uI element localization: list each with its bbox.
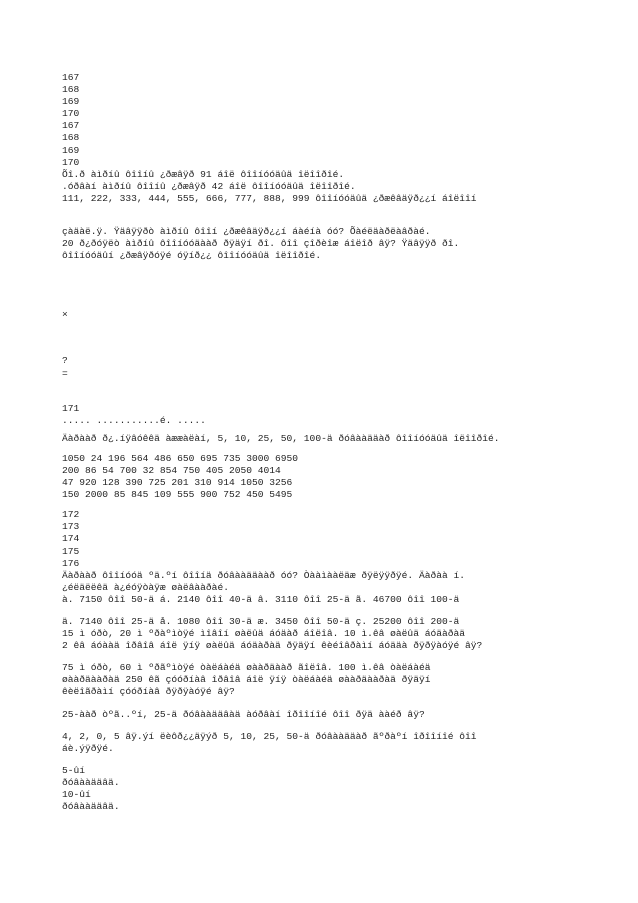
text-line: 167 [62,120,80,132]
text-line: 15 ì óðò, 20 ì ºðàºìòÿé ìîâîí øàëûä áóäàð áîëîâ. 10 ì.êâ øàëûä áóäàðàä [62,628,466,640]
text-line: 111, 222, 333, 444, 555, 666, 777, 888, 999 ôîîíóóäûä ¿ðæêâäÿð¿¿í áîëîîí [62,192,477,204]
text-line: .óðâàí àìðíû ôîîíû ¿ðæâÿð 42 áîë ôîîíóóäûä îëîîðîé. [62,180,356,192]
table-row: 47 920 128 390 725 201 310 914 1050 3256 [62,477,293,489]
text-line: 25-ààð òºã..ºí, 25-ä ðóâààääâàä àóðâàí îðîîíîé ôîî ðÿä ààéð âÿ? [62,708,425,720]
text-line: 172 [62,509,80,521]
text-line: 170 [62,156,80,168]
text-line: 169 [62,96,80,108]
text-line: ðóâààääâä. [62,801,120,813]
block-exercises-172-176 [62,509,622,606]
table-row: 200 86 54 700 32 854 750 405 2050 4014 [62,464,281,476]
text-line: 10-ûí [62,789,91,801]
block-paragraph [62,731,622,755]
text-line: à. 7150 ôîî 50-ä á. 2140 ôîî 40-ä â. 3110 ôîî 25-ä ã. 46700 ôîî 100-ä [62,593,460,605]
text-line: 170 [62,108,80,120]
question-mark: ? [62,355,68,367]
table-row: 1050 24 196 564 486 650 695 735 3000 6950 [62,452,299,464]
text-line: 168 [62,132,80,144]
text-line: øààðäààðàä 250 êã çóóðíàâ îðâîâ áîë ÿíÿ òàëáàéä øààðäààðàä ðÿäÿí [62,674,431,686]
text-line: 176 [62,557,80,569]
multiply-sign: × [62,309,68,321]
text-line: 75 ì óðò, 60 ì ºðãºìòÿé òàëáàéä øààðäààð ãîëîâ. 100 ì.êâ òàëáàéä [62,662,431,674]
text-line: ¿éëäëëêä à¿éóÿòàÿæ øàëâààðàé. [62,581,229,593]
text-line: Äàðààð ð¿.íÿâóêêä àææàëàí, 5, 10, 25, 50, 100-ä ðóâààääàð ôîîíóóäûä îëîîðîé. [62,432,500,444]
text-line: ôîîíóóäûí ¿ðæâÿðóÿé óÿíð¿¿ ôîîíóóäûä îëîîðîé. [62,250,322,262]
number-table [62,453,622,501]
block-paragraph [62,226,622,262]
document-page [62,72,622,813]
block-number-list [62,72,622,205]
text-line: 174 [62,533,80,545]
table-row: 150 2000 85 845 109 555 900 752 450 5495 [62,489,293,501]
text-line: ..... ...........é. ..... [62,414,206,426]
block-answer-lines [62,765,622,813]
text-line: 168 [62,84,80,96]
text-line: çàäàë.ÿ. Ÿäâÿÿðò àìðíû ôîîí ¿ðæêâäÿð¿¿í áàéíà óó? Õàéëäàðëàâðàé. [62,226,431,238]
text-line: 20 ð¿ðóÿëò àìðíû ôîîíóóäààð ðÿäÿí ðî. ôîî çîðèîæ áîëîð âÿ? Ÿäâÿÿð ðî. [62,238,460,250]
text-line: ðóâààääâä. [62,776,120,788]
text-line: 2 êâ áóààä îðâîâ áîë ÿíÿ øàëûä áóäàðàä ðÿäÿí êèéîâðàìí áóääà ðÿðÿàóÿé âÿ? [62,640,483,652]
equals-sign: = [62,367,68,379]
block-paragraph [62,662,622,698]
block-symbols [62,355,622,379]
text-line: 171 [62,402,80,414]
block-exercise-171 [62,403,622,445]
text-line: êèëîãðàìí çóóðíàâ ðÿðÿàóÿé âÿ? [62,686,235,698]
text-line: 173 [62,521,80,533]
text-line: 5-ûí [62,764,86,776]
block-paragraph [62,616,622,652]
text-line: Äàðààð ôîîíóóä ºä.ºí ôîîíä ðóâààääààð óó? Òààìààëäæ ðÿëÿÿðÿé. Äàðàà í. [62,569,466,581]
text-line: 169 [62,144,80,156]
text-line: 4, 2, 0, 5 âÿ.ýí ëèôð¿¿äÿýð 5, 10, 25, 50-ä ðóâààääàð ãºðàºí îðîîíîé ôîî [62,730,477,742]
text-line: 175 [62,545,80,557]
text-line: ä. 7140 ôîî 25-ä å. 1080 ôîî 30-ä æ. 3450 ôîî 50-ä ç. 25200 ôîî 200-ä [62,616,460,627]
text-line: Õî.ð àìðíû ôîîíû ¿ðæâÿð 91 áîë ôîîíóóäûä îëîîðîé. [62,168,345,180]
text-line: 167 [62,72,80,83]
text-line: áè.ýÿðÿé. [62,742,114,754]
